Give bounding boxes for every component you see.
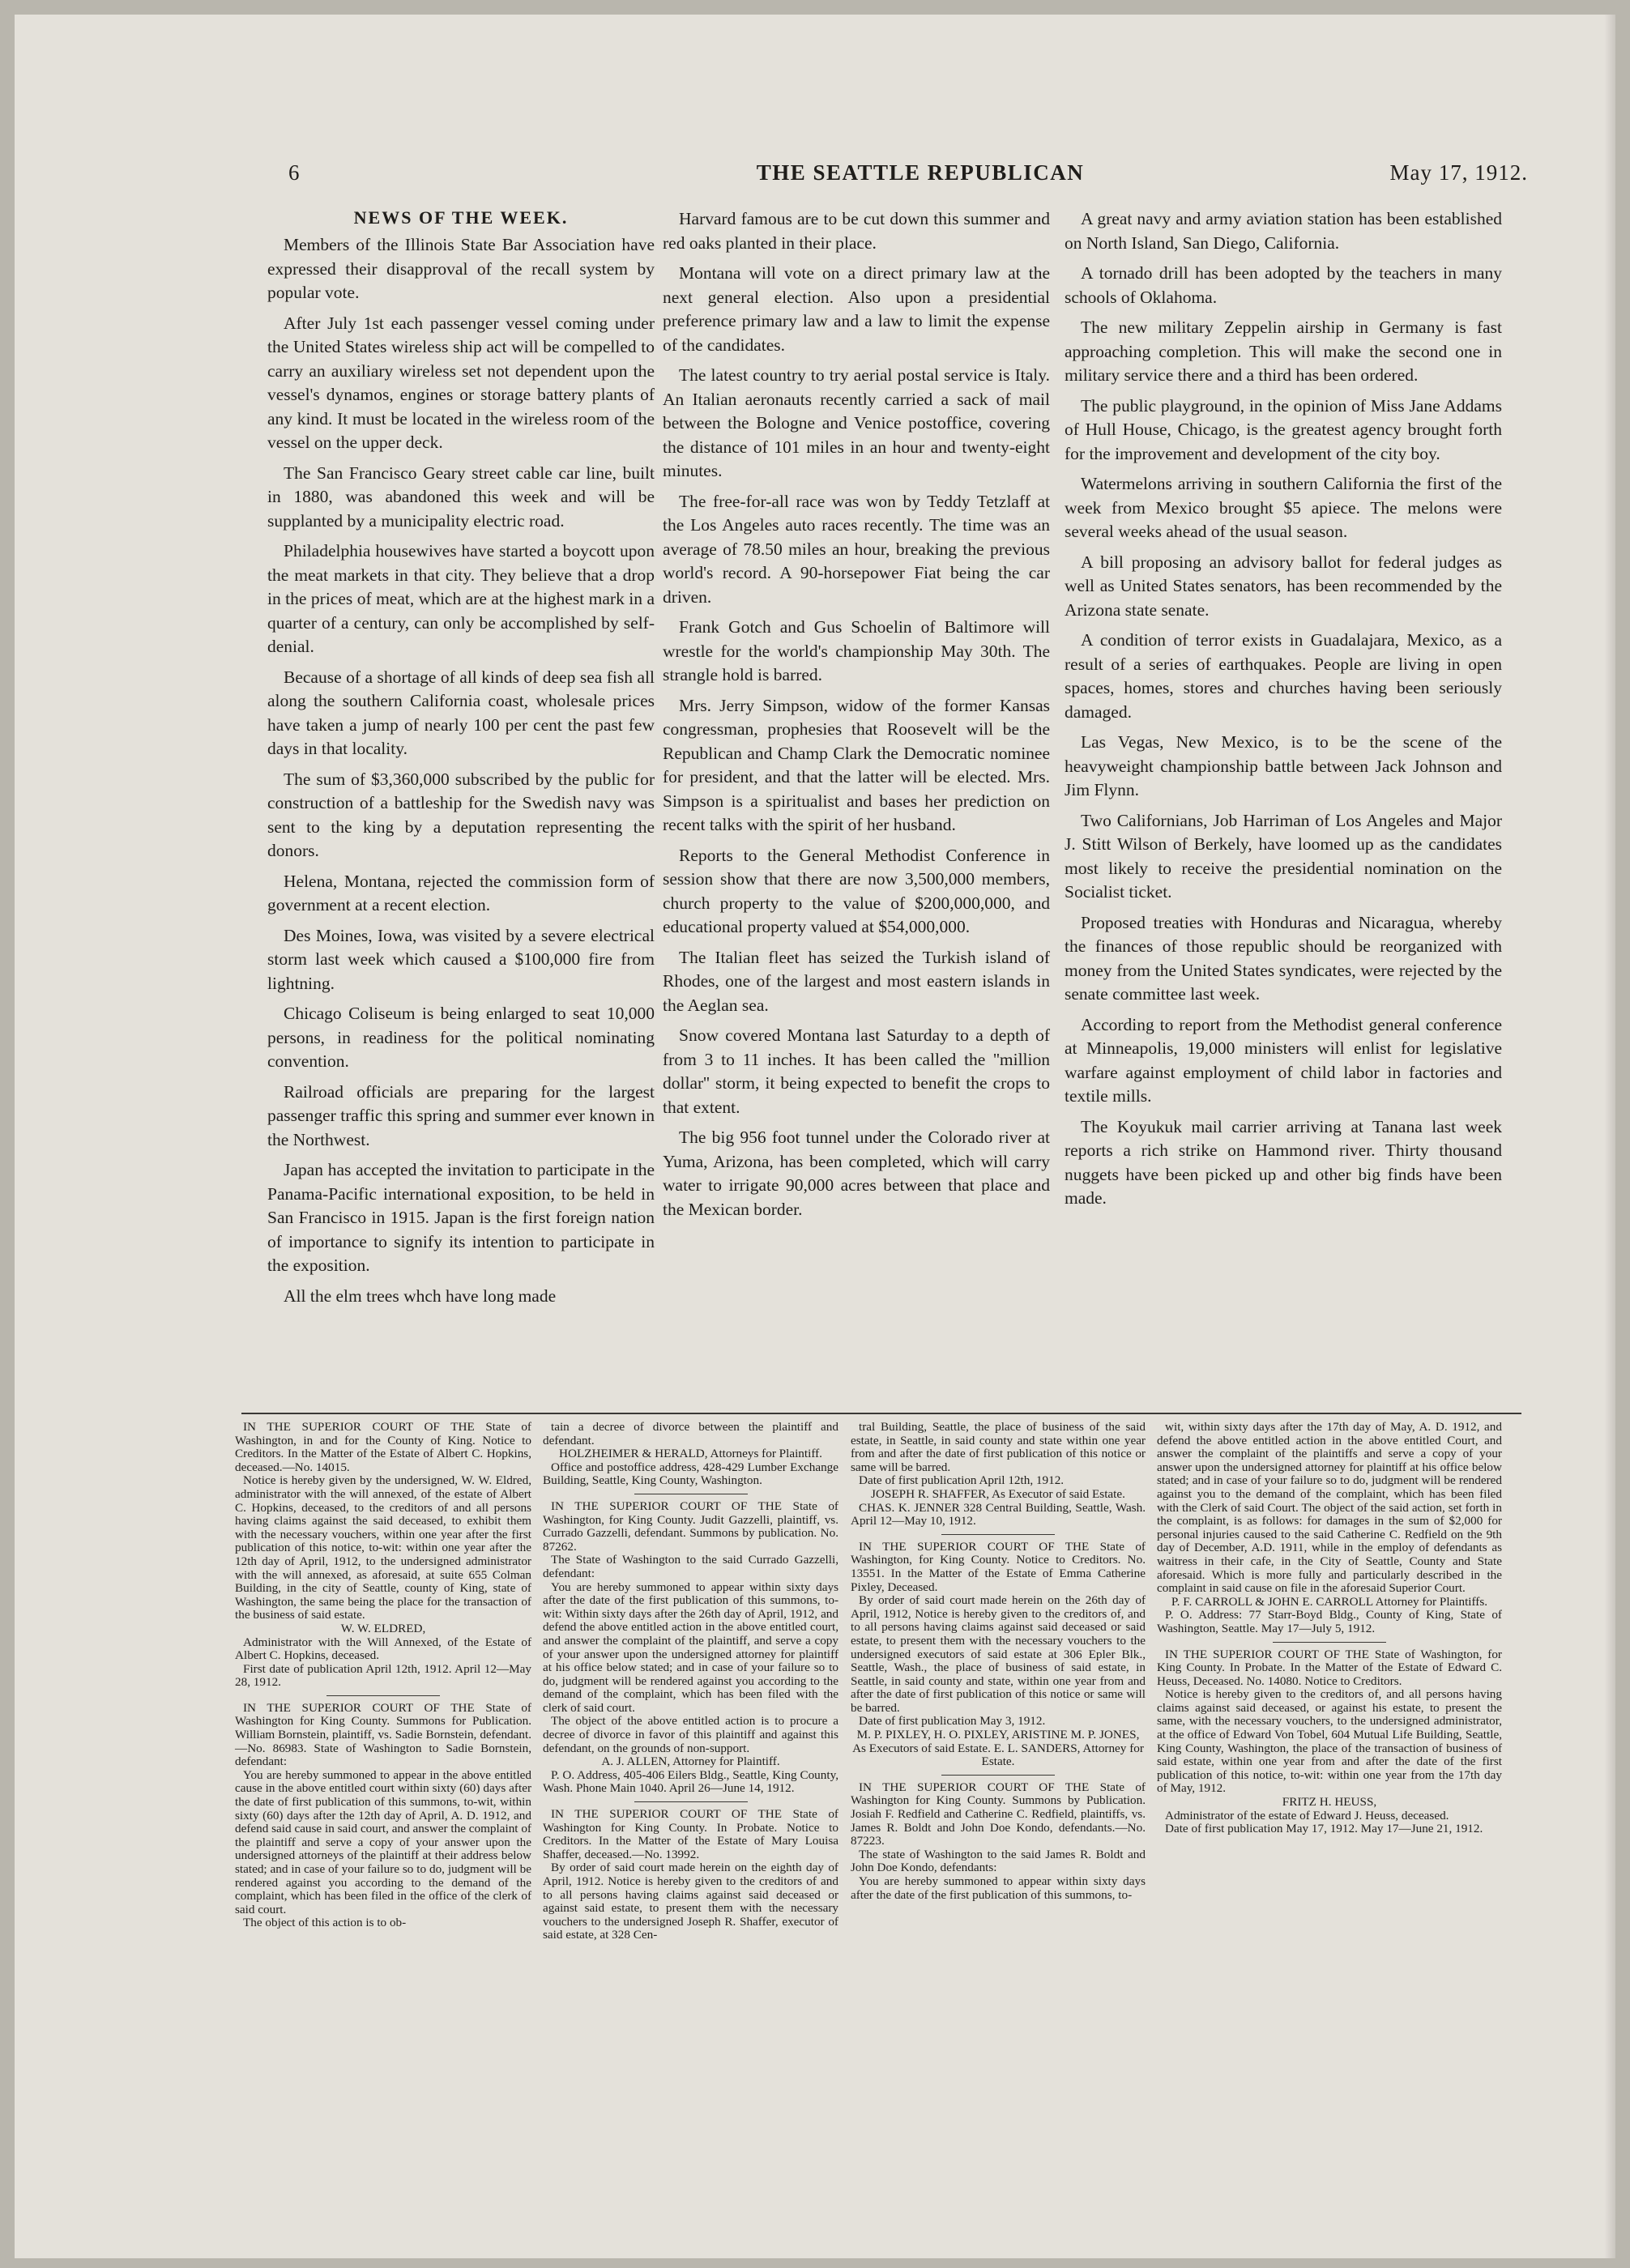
- notice-paragraph: The object of this action is to ob-: [243, 1916, 407, 1930]
- notice-paragraph: IN THE SUPERIOR COURT OF THE State of Washington for King County. In Probate. Notice to Creditors. In the Matter of the Estate of Mary Louisa Shaffer, deceased.—No. 13992.: [543, 1807, 838, 1861]
- legal-notices-column-1: [235, 1421, 531, 1930]
- news-item: Des Moines, Iowa, was visited by a severe electrical storm last week which caused a $100,000 fire from lightning.: [267, 925, 655, 993]
- notice-paragraph: IN THE SUPERIOR COURT OF THE State of Washington, for King County. Judit Gazzelli, plaintiff, vs. Currado Gazzelli, defendant. Summons by publication. No. 87262.: [543, 1498, 838, 1554]
- news-item: Reports to the General Methodist Conference in session show that there are now 3,500,000 members, church property to the value of $200,000,000, and educational property valued at $54,000,000.: [663, 845, 1050, 936]
- news-item: Snow covered Montana last Saturday to a depth of from 3 to 11 inches. It has been called the ''million dollar'' storm, it being expected to benefit the crops to that extent.: [663, 1025, 1050, 1117]
- news-col1-body: [267, 233, 655, 1308]
- news-item: A bill proposing an advisory ballot for federal judges as well as United States senators, has been recommended by the Arizona state senate.: [1065, 552, 1502, 620]
- notice-separator: [1273, 1642, 1386, 1643]
- notice-signature: M. P. PIXLEY, H. O. PIXLEY, ARISTINE M. P. JONES, As Executors of said Estate. E. L. SANDERS, Attorney for Estate.: [852, 1728, 1144, 1769]
- news-item: The San Francisco Geary street cable car line, built in 1880, was abandoned this week and will be supplanted by a municipality electric road.: [267, 463, 655, 531]
- section-divider: [241, 1413, 1521, 1414]
- page-number: 6: [288, 160, 301, 185]
- news-item: The free-for-all race was won by Teddy Tetzlaff at the Los Angeles auto races recently. The time was an average of 78.50 miles an hour, breaking the previous world's record. A 90-horsepower Fiat being the car driven.: [663, 491, 1050, 607]
- news-item: The latest country to try aerial postal service is Italy. An Italian aeronauts recently carried a sack of mail between the Bologne and Venice postoffice, covering the distance of 101 miles in an hour and twenty-eight minutes.: [663, 365, 1050, 480]
- news-item: The new military Zeppelin airship in Germany is fast approaching completion. This will make the second one in military service there and a third has been ordered.: [1065, 318, 1502, 385]
- notice-signature: P. F. CARROLL & JOHN E. CARROLL Attorney for Plaintiffs.: [1171, 1594, 1488, 1609]
- news-item: Railroad officials are preparing for the largest passenger traffic this spring and summer ever known in the Northwest.: [267, 1081, 655, 1149]
- news-item: Helena, Montana, rejected the commission form of government at a recent election.: [267, 871, 655, 914]
- news-item: Members of the Illinois State Bar Association have expressed their disapproval of the recall system by popular vote.: [267, 235, 655, 302]
- news-item: The Koyukuk mail carrier arriving at Tanana last week reports a rich strike on Hammond river. Thirty thousand nuggets have been picked up and other big finds have been made.: [1065, 1116, 1502, 1208]
- news-item: Watermelons arriving in southern California the first of the week from Mexico brought $5 apiece. The melons were several weeks ahead of the usual season.: [1065, 474, 1502, 541]
- notice-separator: [941, 1534, 1055, 1535]
- notice-signature: HOLZHEIMER & HERALD, Attorneys for Plaintiff.: [559, 1447, 822, 1461]
- notice-paragraph: Administrator of the estate of Edward J. Heuss, deceased.: [1165, 1808, 1449, 1823]
- notice-separator: [634, 1801, 748, 1802]
- notice-paragraph: Date of first publication May 17, 1912. May 17—June 21, 1912.: [1165, 1822, 1483, 1836]
- notice-paragraph: You are hereby summoned to appear within sixty days after the date of the first publication of this summons, to-: [851, 1874, 1146, 1902]
- notice-paragraph: P. O. Address: 77 Starr-Boyd Bldg., County of King, State of Washington, Seattle. May 17—July 5, 1912.: [1157, 1608, 1502, 1635]
- news-item: Japan has accepted the invitation to participate in the Panama-Pacific international exposition, to be held in San Francisco in 1915. Japan is the first foreign nation of importance to signify its intention to participate in the exposition.: [267, 1160, 655, 1275]
- notice-paragraph: The state of Washington to the said James R. Boldt and John Doe Kondo, defendants:: [851, 1847, 1146, 1875]
- newspaper-title: THE SEATTLE REPUBLICAN: [756, 160, 1085, 185]
- notice-paragraph: IN THE SUPERIOR COURT OF THE State of Washington, in and for the County of King. Notice to Creditors. In the Matter of the Estate of Albert C. Hopkins, deceased.—No. 14015.: [235, 1420, 531, 1474]
- news-col2-body: [663, 207, 1050, 1221]
- masthead: [288, 160, 1552, 193]
- notice-signature: A. J. ALLEN, Attorney for Plaintiff.: [601, 1754, 780, 1769]
- notice-signature: JOSEPH R. SHAFFER, As Executor of said Estate.: [871, 1486, 1125, 1501]
- news-item: Proposed treaties with Honduras and Nicaragua, whereby the finances of those republic should be reorganized with money from the United States syndicates, were rejected by the senate committee last week.: [1065, 912, 1502, 1004]
- news-item: Las Vegas, New Mexico, is to be the scene of the heavyweight championship battle between Jack Johnson and Jim Flynn.: [1065, 732, 1502, 799]
- news-column-2: [663, 207, 1050, 1406]
- notice-paragraph: The State of Washington to the said Currado Gazzelli, defendant:: [543, 1553, 838, 1580]
- notice-paragraph: Date of first publication May 3, 1912.: [859, 1714, 1046, 1729]
- notice-separator: [941, 1775, 1055, 1776]
- notice-paragraph: By order of said court made herein on the eighth day of April, 1912. Notice is hereby given to the creditors of and to all persons having claims against said deceased or against said estate, to present them with the necessary vouchers to the undersigned Joseph R. Shaffer, executor of said estate, at 328 Cen-: [543, 1861, 838, 1942]
- legal-notices-column-4: [1157, 1421, 1502, 1836]
- notice-paragraph: IN THE SUPERIOR COURT OF THE State of Washington, for King County. Notice to Creditors. No. 13551. In the Matter of the Estate of Emma Catherine Pixley, Deceased.: [851, 1539, 1146, 1594]
- issue-date: May 17, 1912.: [1389, 160, 1528, 185]
- news-item: The sum of $3,360,000 subscribed by the public for construction of a battleship for the Swedish navy was sent to the king by a deputation representing the donors.: [267, 769, 655, 860]
- notice-paragraph: IN THE SUPERIOR COURT OF THE State of Washington for King County. Summons for Publication. William Bornstein, plaintiff, vs. Sadie Bornstein, defendant.—No. 86983. State of Washington to Sadie Bornstein, defendant:: [235, 1700, 531, 1769]
- notice-paragraph: You are hereby summoned to appear in the above entitled cause in the above entitled court within sixty (60) days after the date of first publication of this summons, to-wit, within sixty (60) days after the 12th day of April, A. D. 1912, and defend said cause in said court, and answer the complaint of the plaintiff and serve a copy of your answer upon the undersigned attorneys of the plaintiff at their address below stated; and in case of your failure so to do, judgment will be rendered against you according to the demand of the complaint, which has been filed in the office of the clerk of said court.: [235, 1767, 531, 1916]
- news-item: After July 1st each passenger vessel coming under the United States wireless ship act will be compelled to carry an auxiliary wireless set not dependent upon the vessel's dynamos, engines or storage battery plants of any kind. It must be located in the wireless room of the vessel on the upper deck.: [267, 313, 655, 452]
- notice-paragraph: Office and postoffice address, 428-429 Lumber Exchange Building, Seattle, King County, Washington.: [543, 1460, 838, 1488]
- news-item: Frank Gotch and Gus Schoelin of Baltimore will wrestle for the world's championship May 30th. The strangle hold is barred.: [663, 617, 1050, 684]
- legal-notices-column-2: [543, 1421, 838, 1942]
- notice-paragraph: IN THE SUPERIOR COURT OF THE State of Washington for King County. Summons by Publication. Josiah F. Redfield and Catherine C. Redfield, plaintiffs, vs. James R. Boldt and John Doe Kondo, defendants.—No. 87223.: [851, 1780, 1146, 1848]
- notice-paragraph: wit, within sixty days after the 17th day of May, A. D. 1912, and defend the above entitled action in the above entitled Court, and answer the complaint of the plaintiffs and serve a copy of your answer upon the undersigned attorney for plaintiff at his office below stated; and in case of your failure so to do, judgment will be rendered against you to the demand of the complaint, which has been filed with the Clerk of said Court. The object of the said action, set forth in the complaint, is as follows: for damages in the sum of $2,000 for personal injuries caused to the said Catherine C. Redfield on the 9th day of December, A.D. 1911, while in the employ of defendants as waitress in their cafe, in the City of Seattle, County and State aforesaid. Which is more fully and particularly described in the complaint in said cause on file in the aforesaid Superior Court.: [1157, 1420, 1502, 1596]
- notice-paragraph: tain a decree of divorce between the plaintiff and defendant.: [543, 1420, 838, 1447]
- notice-signature: W. W. ELDRED,: [340, 1621, 426, 1635]
- notice-separator: [326, 1695, 440, 1696]
- news-item: Chicago Coliseum is being enlarged to seat 10,000 persons, in readiness for the political nominating convention.: [267, 1004, 655, 1071]
- news-item: A great navy and army aviation station has been established on North Island, San Diego, California.: [1065, 209, 1502, 253]
- news-col3-body: [1065, 207, 1502, 1211]
- news-item: Two Californians, Job Harriman of Los Angeles and Major J. Stitt Wilson of Berkely, have loomed up as the candidates most likely to receive the presidential nomination on the Socialist ticket.: [1065, 810, 1502, 902]
- notice-paragraph: You are hereby summoned to appear within sixty days after the date of the first publication of this summons, to-wit: Within sixty days after the 26th day of April, 1912, and defend the above entitled action in the above entitled court, and answer the complaint of the plaintiff, and serve a copy of your answer upon the undersigned attorney for plaintiff at his office below stated; and in case of your failure so to do, judgment will be rendered against you according to the demand of the complaint, which has been filed with the clerk of said court.: [543, 1580, 838, 1715]
- news-item: A condition of terror exists in Guadalajara, Mexico, as a result of a series of earthquakes. People are living in open spaces, homes, stores and churches having been seriously damaged.: [1065, 630, 1502, 722]
- notice-paragraph: Administrator with the Will Annexed, of the Estate of Albert C. Hopkins, deceased.: [235, 1635, 531, 1663]
- news-column-1: [267, 207, 655, 1406]
- news-heading: NEWS OF THE WEEK.: [353, 207, 569, 228]
- newspaper-page: [15, 15, 1615, 2258]
- news-item: The big 956 foot tunnel under the Colorado river at Yuma, Arizona, has been completed, which will carry water to irrigate 90,000 acres between that place and the Mexican border.: [663, 1128, 1050, 1219]
- news-item: A tornado drill has been adopted by the teachers in many schools of Oklahoma.: [1065, 263, 1502, 307]
- legal-notices-column-3: [851, 1421, 1146, 1902]
- notice-paragraph: First date of publication April 12th, 1912. April 12—May 28, 1912.: [235, 1661, 531, 1690]
- notice-signature: FRITZ H. HEUSS,: [1282, 1795, 1377, 1810]
- notice-paragraph: P. O. Address, 405-406 Eilers Bldg., Seattle, King County, Wash. Phone Main 1040. April 26—June 14, 1912.: [543, 1767, 838, 1796]
- news-item: Montana will vote on a direct primary law at the next general election. Also upon a presidential preference primary law and a law to limit the expense of the candidates.: [663, 263, 1050, 355]
- news-item: Mrs. Jerry Simpson, widow of the former Kansas congressman, prophesies that Roosevelt will be the Republican and Champ Clark the Democratic nominee for president, and that the latter will be elected. Mrs. Simpson is a spiritualist and bases her prediction on recent talks with the spirit of her husband.: [663, 695, 1050, 834]
- news-item: All the elm trees whch have long made: [284, 1285, 557, 1306]
- notice-paragraph: Notice is hereby given by the undersigned, W. W. Eldred, administrator with the will annexed, of the estate of Albert C. Hopkins, deceased, to the creditors of and all persons having claims against the said deceased, to exhibit them with the necessary vouchers, within one year after the first publication of this notice, to-wit: within one year after the 12th day of April, 1912, to the undersigned administrator with the will annexed, as aforesaid, at suite 655 Colman Building, in the city of Seattle, county of King, state of Washington, the same being the place for the transaction of the business of said estate.: [235, 1473, 531, 1622]
- news-column-3: [1065, 207, 1502, 1406]
- notice-paragraph: By order of said court made herein on the 26th day of April, 1912, Notice is hereby given to the creditors of, and to all persons having claims against said deceased or said estate, to present them with the necessary vouchers to the undersigned executors of said estate at 306 Epler Blk., Seattle, Wash., the place of business of said estate, in Seattle, in said county and state, within one year from and after the date of first publication of this notice or same will be barred.: [851, 1593, 1146, 1715]
- news-item: The public playground, in the opinion of Miss Jane Addams of Hull House, Chicago, is the greatest agency brought forth for the improvement and development of the city boy.: [1065, 395, 1502, 463]
- news-item: Harvard famous are to be cut down this summer and red oaks planted in their place.: [663, 209, 1050, 253]
- news-item: According to report from the Methodist general conference at Minneapolis, 19,000 ministers will enlist for legislative warfare against employment of child labor in factories and textile mills.: [1065, 1014, 1502, 1106]
- news-item: Because of a shortage of all kinds of deep sea fish all along the southern California coast, wholesale prices have taken a jump of nearly 100 per cent the past few days in that locality.: [267, 667, 655, 758]
- notice-paragraph: Date of first publication April 12th, 1912.: [859, 1473, 1065, 1488]
- notice-paragraph: The object of the above entitled action is to procure a decree of divorce in favor of this plaintiff and against this defendant, on the grounds of non-support.: [543, 1714, 838, 1755]
- news-item: Philadelphia housewives have started a boycott upon the meat markets in that city. They believe that a drop in the prices of meat, which are at the highest mark in a quarter of a century, can only be accomplished by self-denial.: [267, 541, 655, 656]
- news-item: The Italian fleet has seized the Turkish island of Rhodes, one of the largest and most eastern islands in the Aeglan sea.: [663, 947, 1050, 1015]
- notice-paragraph: tral Building, Seattle, the place of business of the said estate, in Seattle, in said county and state within one year from and after the date of first publication of this notice or same will be barred.: [851, 1420, 1146, 1474]
- notice-paragraph: CHAS. K. JENNER 328 Central Building, Seattle, Wash. April 12—May 10, 1912.: [851, 1500, 1146, 1528]
- notice-paragraph: IN THE SUPERIOR COURT OF THE State of Washington, for King County. In Probate. In the Matter of the Estate of Edward C. Heuss, Deceased. No. 14080. Notice to Creditors.: [1157, 1647, 1502, 1688]
- notice-paragraph: Notice is hereby given to the creditors of, and all persons having claims against said deceased, or against his estate, to present the same, with the necessary vouchers, to the undersigned administrator, at the office of Edward Von Tobel, 604 Mutual Life Building, Seattle, King County, Washington, the place of the transaction of business of said estate, within one year from and after the date of the first publication of this notice, to-wit: within one year from the 17th day of May, 1912.: [1157, 1687, 1502, 1796]
